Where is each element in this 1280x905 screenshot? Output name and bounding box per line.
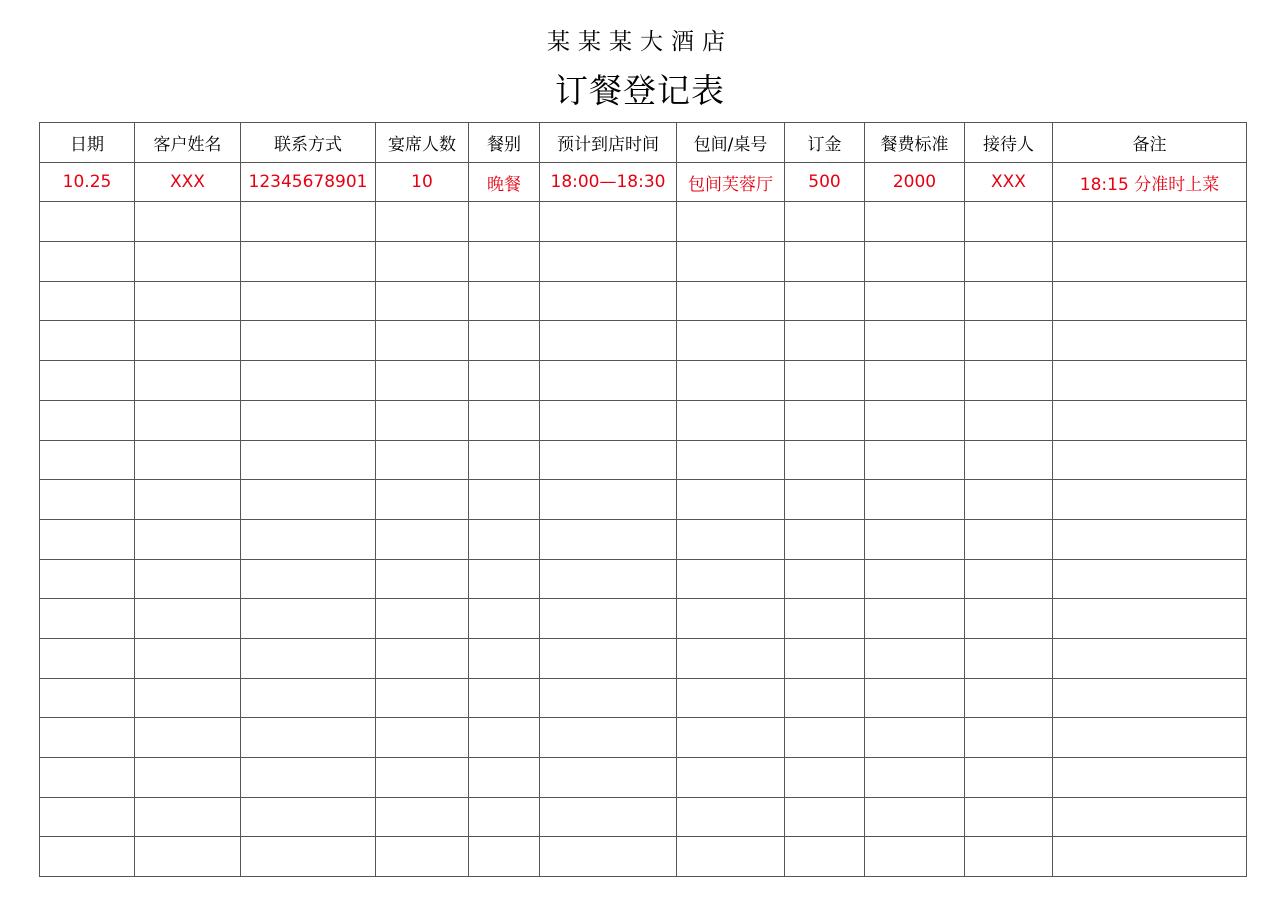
table-cell (677, 400, 785, 440)
table-cell (40, 281, 135, 321)
table-cell (241, 638, 376, 678)
table-cell (1053, 242, 1247, 282)
table-cell (540, 758, 677, 798)
table-cell (865, 480, 965, 520)
table-cell: 2000 (865, 162, 965, 202)
table-cell (40, 638, 135, 678)
table-cell (785, 797, 865, 837)
table-row (40, 797, 1247, 837)
hotel-name: 某某某大酒店 (547, 29, 733, 55)
table-cell (1053, 837, 1247, 877)
table-cell (865, 400, 965, 440)
table-cell (469, 559, 540, 599)
table-cell (785, 638, 865, 678)
table-cell (376, 718, 469, 758)
table-cell (785, 519, 865, 559)
table-cell (785, 718, 865, 758)
table-cell (40, 519, 135, 559)
table-cell (865, 599, 965, 639)
table-cell (865, 678, 965, 718)
table-cell (965, 361, 1053, 401)
table-cell (785, 361, 865, 401)
table-cell (785, 281, 865, 321)
table-cell (135, 440, 241, 480)
table-cell (469, 281, 540, 321)
table-cell (540, 559, 677, 599)
table-row (40, 321, 1247, 361)
column-header-deposit: 订金 (785, 123, 865, 163)
table-cell (677, 758, 785, 798)
table-cell (1053, 361, 1247, 401)
table-cell (1053, 440, 1247, 480)
table-cell (677, 281, 785, 321)
table-row (40, 480, 1247, 520)
table-cell (965, 837, 1053, 877)
table-cell: 10 (376, 162, 469, 202)
table-cell (135, 202, 241, 242)
table-cell (540, 242, 677, 282)
table-cell (1053, 480, 1247, 520)
table-row (40, 202, 1247, 242)
table-cell (376, 440, 469, 480)
table-cell (376, 678, 469, 718)
table-cell (785, 678, 865, 718)
table-cell (135, 361, 241, 401)
table-cell (241, 361, 376, 401)
table-cell (135, 837, 241, 877)
table-cell (135, 599, 241, 639)
table-row (40, 718, 1247, 758)
table-cell (241, 797, 376, 837)
column-header-guest-count: 宴席人数 (376, 123, 469, 163)
table-cell (40, 202, 135, 242)
table-cell (376, 797, 469, 837)
table-cell (677, 797, 785, 837)
table-cell (677, 599, 785, 639)
table-cell (40, 321, 135, 361)
form-title: 订餐登记表 (555, 71, 725, 110)
table-cell (965, 242, 1053, 282)
table-cell (677, 837, 785, 877)
table-cell (1053, 281, 1247, 321)
table-cell (540, 519, 677, 559)
table-cell (1053, 559, 1247, 599)
table-cell (965, 400, 1053, 440)
table-cell (469, 480, 540, 520)
table-cell (469, 758, 540, 798)
table-cell (376, 361, 469, 401)
table-cell (785, 400, 865, 440)
table-row (40, 599, 1247, 639)
table-row (40, 758, 1247, 798)
table-cell (469, 718, 540, 758)
table-cell (40, 559, 135, 599)
table-cell (135, 638, 241, 678)
table-cell (1053, 797, 1247, 837)
table-cell (540, 202, 677, 242)
table-cell (785, 242, 865, 282)
table-cell (540, 837, 677, 877)
table-row (40, 638, 1247, 678)
column-header-room-table: 包间/桌号 (677, 123, 785, 163)
table-cell (965, 758, 1053, 798)
table-cell (40, 837, 135, 877)
table-cell (1053, 638, 1247, 678)
table-cell (785, 837, 865, 877)
table-cell (540, 440, 677, 480)
table-cell (540, 678, 677, 718)
column-header-remarks: 备注 (1053, 123, 1247, 163)
table-cell (1053, 400, 1247, 440)
table-cell (677, 559, 785, 599)
table-cell (865, 242, 965, 282)
column-header-contact: 联系方式 (241, 123, 376, 163)
column-header-date: 日期 (40, 123, 135, 163)
table-cell (785, 440, 865, 480)
table-cell (241, 599, 376, 639)
table-cell (40, 758, 135, 798)
table-cell: 18:15 分准时上菜 (1053, 162, 1247, 202)
table-row (40, 678, 1247, 718)
table-cell (540, 321, 677, 361)
table-row (40, 559, 1247, 599)
table-cell (376, 321, 469, 361)
table-cell (965, 440, 1053, 480)
column-header-arrival-time: 预计到店时间 (540, 123, 677, 163)
table-cell (469, 797, 540, 837)
table-row (40, 361, 1247, 401)
table-cell (865, 638, 965, 678)
table-cell: XXX (965, 162, 1053, 202)
table-cell: XXX (135, 162, 241, 202)
table-cell (376, 638, 469, 678)
table-cell (1053, 519, 1247, 559)
table-cell (376, 400, 469, 440)
table-cell (677, 361, 785, 401)
table-cell (469, 519, 540, 559)
table-cell (865, 202, 965, 242)
table-cell (469, 400, 540, 440)
table-cell (965, 599, 1053, 639)
table-cell (677, 480, 785, 520)
table-cell (677, 202, 785, 242)
table-cell (785, 480, 865, 520)
table-cell (865, 361, 965, 401)
table-cell (965, 202, 1053, 242)
table-cell (376, 599, 469, 639)
table-row (40, 400, 1247, 440)
table-cell (785, 758, 865, 798)
table-cell (469, 678, 540, 718)
reservation-table (39, 122, 1247, 877)
table-cell: 晚餐 (469, 162, 540, 202)
table-cell (376, 758, 469, 798)
table-cell (376, 281, 469, 321)
table-cell (241, 519, 376, 559)
table-cell (376, 519, 469, 559)
table-cell (540, 599, 677, 639)
table-cell (135, 480, 241, 520)
table-cell (965, 519, 1053, 559)
table-cell (965, 281, 1053, 321)
table-cell (241, 837, 376, 877)
table-cell (965, 718, 1053, 758)
table-cell (469, 638, 540, 678)
table-cell (677, 321, 785, 361)
table-cell (965, 797, 1053, 837)
table-cell (1053, 678, 1247, 718)
table-cell (40, 400, 135, 440)
table-cell (1053, 718, 1247, 758)
table-cell (376, 202, 469, 242)
table-cell (785, 321, 865, 361)
table-cell (677, 242, 785, 282)
header-row (40, 123, 1247, 163)
table-cell: 500 (785, 162, 865, 202)
table-cell (865, 281, 965, 321)
table-cell (241, 242, 376, 282)
table-cell (135, 797, 241, 837)
table-cell (241, 718, 376, 758)
table-cell: 10.25 (40, 162, 135, 202)
table-cell: 12345678901 (241, 162, 376, 202)
column-header-customer-name: 客户姓名 (135, 123, 241, 163)
table-cell (1053, 758, 1247, 798)
table-cell (540, 797, 677, 837)
table-cell (40, 678, 135, 718)
table-cell (677, 440, 785, 480)
table-cell (540, 638, 677, 678)
table-cell (677, 519, 785, 559)
table-cell (540, 480, 677, 520)
table-cell (241, 202, 376, 242)
table-cell (540, 281, 677, 321)
table-cell (241, 480, 376, 520)
table-cell (40, 718, 135, 758)
table-cell (965, 559, 1053, 599)
table-cell (469, 361, 540, 401)
table-cell (1053, 202, 1247, 242)
table-cell (1053, 321, 1247, 361)
table-cell (135, 678, 241, 718)
table-cell (376, 559, 469, 599)
table-cell (785, 202, 865, 242)
table-cell (40, 480, 135, 520)
table-cell: 包间芙蓉厅 (677, 162, 785, 202)
table-cell (40, 440, 135, 480)
table-cell (677, 718, 785, 758)
table-cell (135, 758, 241, 798)
table-cell (865, 758, 965, 798)
table-cell (540, 400, 677, 440)
table-cell (469, 440, 540, 480)
table-cell (376, 480, 469, 520)
table-cell (540, 718, 677, 758)
table-cell (677, 678, 785, 718)
table-cell (865, 321, 965, 361)
table-cell (135, 718, 241, 758)
table-cell (241, 321, 376, 361)
table-cell (1053, 599, 1247, 639)
table-cell: 18:00—18:30 (540, 162, 677, 202)
table-cell (965, 480, 1053, 520)
table-row (40, 242, 1247, 282)
table-cell (376, 242, 469, 282)
column-header-receptionist: 接待人 (965, 123, 1053, 163)
table-row (40, 837, 1247, 877)
table-cell (241, 281, 376, 321)
table-cell (785, 559, 865, 599)
table-cell (469, 837, 540, 877)
table-cell (241, 559, 376, 599)
table-cell (677, 638, 785, 678)
table-cell (40, 797, 135, 837)
table-cell (40, 361, 135, 401)
table-cell (241, 440, 376, 480)
table-cell (865, 519, 965, 559)
table-cell (865, 559, 965, 599)
table-cell (469, 599, 540, 639)
table-row (40, 281, 1247, 321)
table-cell (865, 797, 965, 837)
table-cell (241, 678, 376, 718)
table-cell (469, 202, 540, 242)
table-cell (135, 400, 241, 440)
table-cell (865, 837, 965, 877)
table-cell (965, 321, 1053, 361)
table-cell (469, 321, 540, 361)
table-cell (785, 599, 865, 639)
table-row (40, 162, 1247, 202)
table-row (40, 440, 1247, 480)
table-cell (135, 242, 241, 282)
table-cell (865, 440, 965, 480)
table-cell (135, 519, 241, 559)
column-header-meal-standard: 餐费标准 (865, 123, 965, 163)
table-cell (965, 638, 1053, 678)
table-row (40, 519, 1247, 559)
table-cell (40, 599, 135, 639)
table-cell (241, 758, 376, 798)
table-cell (135, 321, 241, 361)
table-cell (965, 678, 1053, 718)
table-cell (135, 281, 241, 321)
table-cell (865, 718, 965, 758)
column-header-meal-type: 餐别 (469, 123, 540, 163)
table-cell (540, 361, 677, 401)
table-cell (135, 559, 241, 599)
table-cell (469, 242, 540, 282)
table-cell (241, 400, 376, 440)
table-cell (40, 242, 135, 282)
table-cell (376, 837, 469, 877)
